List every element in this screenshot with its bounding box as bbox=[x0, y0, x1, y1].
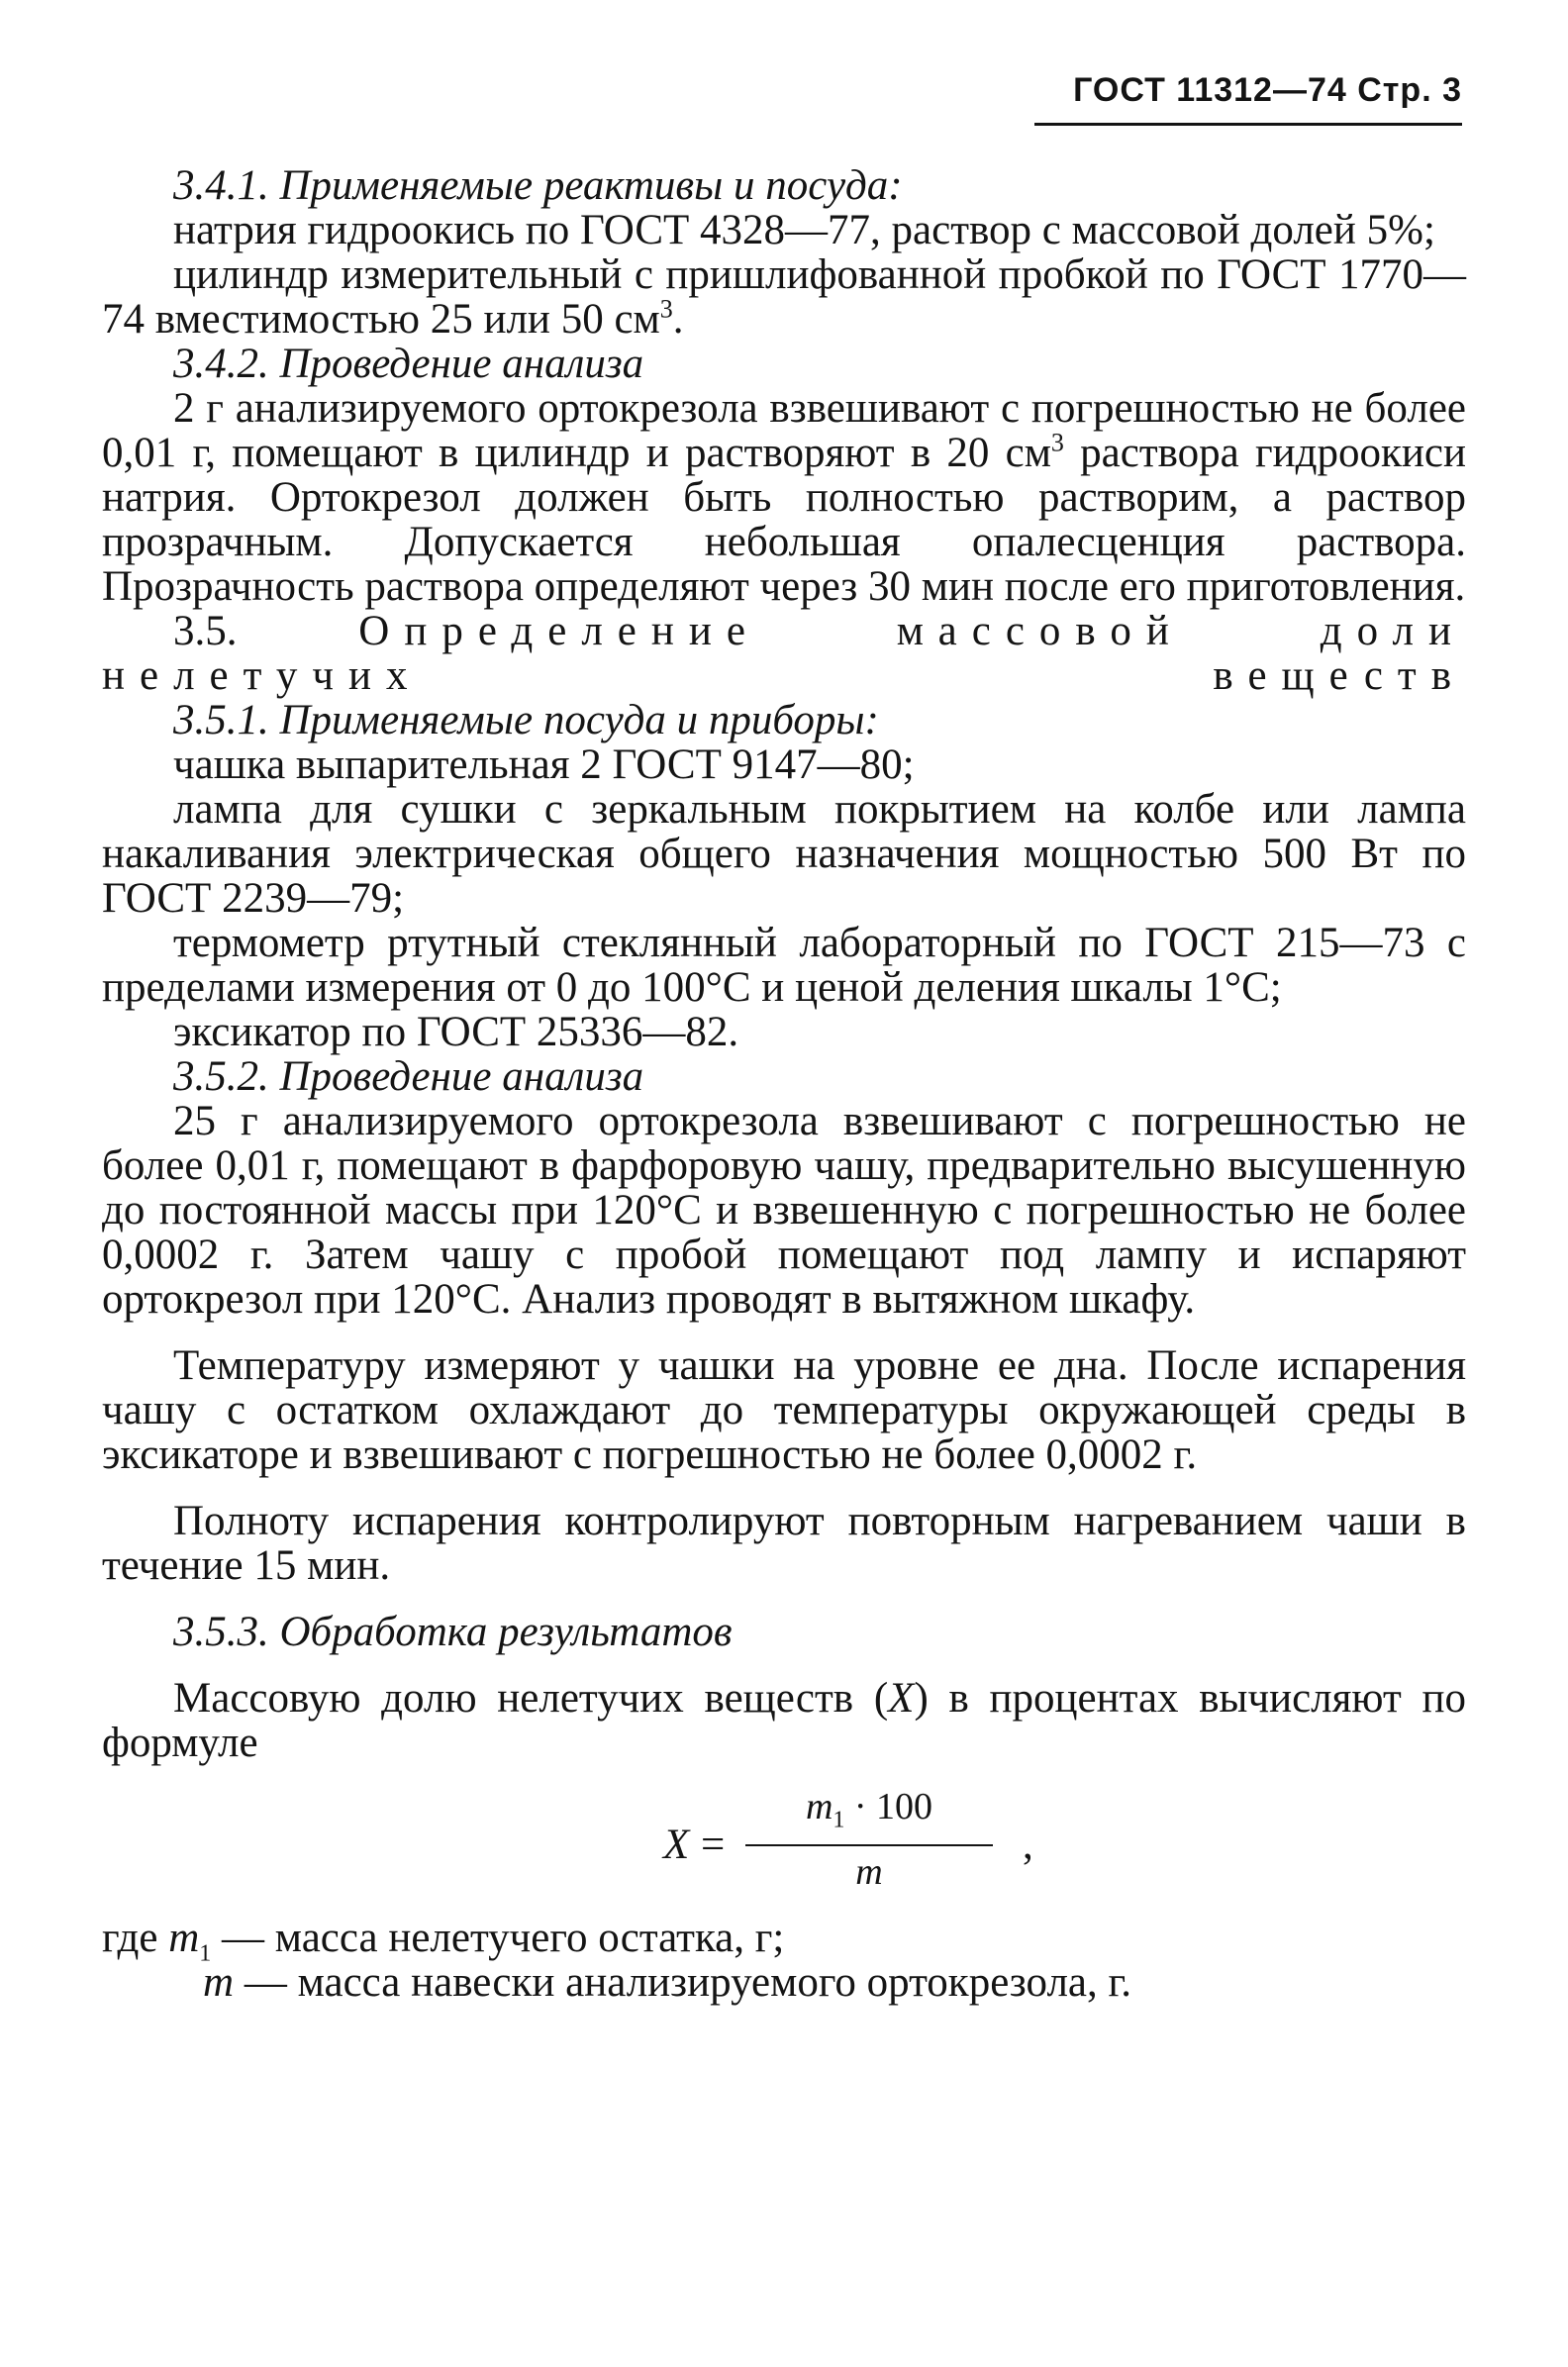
fraction-bar bbox=[745, 1844, 993, 1846]
formula-legend bbox=[102, 1916, 1466, 2005]
analysis-paragraph: Полноту испарения контролируют повторным нагреванием чаши в течение 15 мин. bbox=[102, 1498, 1466, 1589]
formula bbox=[102, 1786, 1466, 1904]
equipment-item: лампа для сушки с зеркальным покрытием на колбе или лампа накаливания электрическая общего назначения мощностью 500 Вт по ГОСТ 2239—79; bbox=[102, 786, 1466, 922]
equipment-item: эксикатор по ГОСТ 25336—82. bbox=[173, 1009, 739, 1055]
analysis-paragraph: 2 г анализируемого ортокрезола взвешивают с погрешностью не более 0,01 г, помещают в цилиндр и растворяют в 20 $см^3$ раствора гидроокиси натрия. Ортокрезол должен быть полностью растворим, а раствор прозрачным. Допускается небольшая опалесценция раствора. Прозрачность раствора определяют через 30 мин после его приготовления. bbox=[102, 385, 1466, 610]
formula-denominator: m bbox=[855, 1851, 883, 1893]
glassware-item: цилиндр измерительный с пришлифованной пробкой по ГОСТ 1770—74 вместимостью 25 или 50 $см^3$. bbox=[102, 251, 1466, 343]
equipment-item: чашка выпарительная 2 ГОСТ 9147—80; bbox=[173, 741, 915, 788]
section-3-5-1-heading: 3.5.1. Применяемые посуда и приборы: bbox=[173, 697, 879, 743]
header-rule bbox=[1034, 123, 1462, 126]
legend-row: m — масса навески анализируемого ортокрезола, г. bbox=[203, 1959, 1132, 2006]
section-3-5-heading: 3.5. Определение массовой доли нелетучих веществ bbox=[102, 608, 1466, 699]
legend-row: где $m_1$ — масса нелетучего остатка, г; bbox=[102, 1915, 785, 1967]
formula-equals: = bbox=[701, 1822, 726, 1868]
analysis-paragraph: 25 г анализируемого ортокрезола взвешивают с погрешностью не более 0,01 г, помещают в фарфоровую чашу, предварительно высушенную до постоянной массы при 120°С и взвешенную с погрешностью не более 0,0002 г. Затем чашу с пробой помещают под лампу и испаряют ортокрезол при 120°С. Анализ проводят в вытяжном шкафу. bbox=[102, 1098, 1466, 1323]
formula-numerator: $m_1 \cdot 100$ bbox=[805, 1786, 933, 1833]
section-3-5-2-heading: 3.5.2. Проведение анализа bbox=[173, 1053, 644, 1100]
analysis-paragraph: Температуру измеряют у чашки на уровне ее дна. После испарения чашу с остатком охлаждают до температуры окружающей среды в эксикаторе и взвешивают с погрешностью не более 0,0002 г. bbox=[102, 1342, 1466, 1478]
calculation-paragraph: Массовую долю нелетучих веществ (X) в процентах вычисляют по формуле bbox=[102, 1675, 1466, 1766]
section-3-4-1-heading: 3.4.1. Применяемые реактивы и посуда: bbox=[173, 162, 903, 209]
equipment-item: термометр ртутный стеклянный лабораторный по ГОСТ 215—73 с пределами измерения от 0 до 100°С и ценой деления шкалы 1°С; bbox=[102, 920, 1466, 1011]
section-3-4-2-heading: 3.4.2. Проведение анализа bbox=[173, 341, 644, 387]
formula-comma: , bbox=[1023, 1822, 1033, 1868]
reagent-item: натрия гидроокись по ГОСТ 4328—77, раствор с массовой долей 5%; bbox=[173, 207, 1435, 253]
document-body bbox=[102, 163, 1466, 2005]
section-3-5-3-heading: 3.5.3. Обработка результатов bbox=[173, 1609, 733, 1655]
page-header: ГОСТ 11312—74 Стр. 3 bbox=[1073, 71, 1462, 109]
formula-lhs: X bbox=[663, 1822, 690, 1868]
